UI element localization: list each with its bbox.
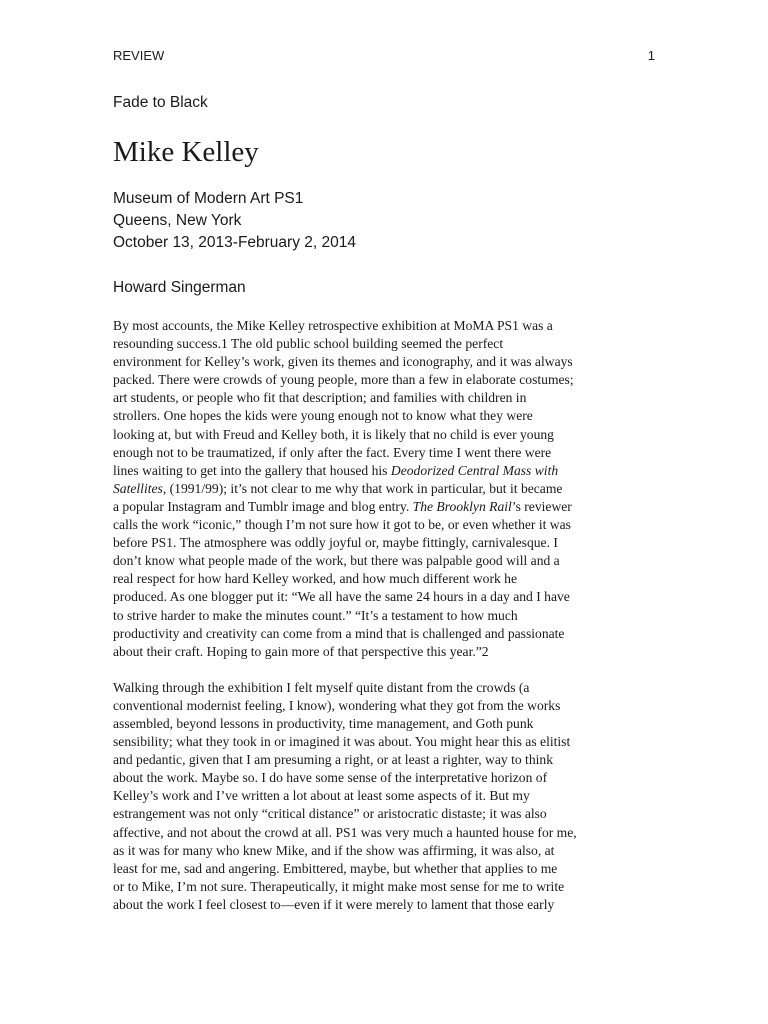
paragraph-line xyxy=(113,787,655,805)
paragraph-line xyxy=(113,769,655,787)
paragraph-line xyxy=(113,534,655,552)
body-text-segment: and pedantic, given that I am presuming a right, or at least a righter, way to think xyxy=(113,752,553,768)
body-text-segment: Walking through the exhibition I felt myself quite distant from the crowds (a xyxy=(113,679,530,695)
venue-location: Queens, New York xyxy=(113,212,242,229)
paragraph-line xyxy=(113,625,655,643)
page-number: 1 xyxy=(647,48,655,63)
body-text-segment: ’s reviewer xyxy=(511,498,572,514)
body-text-segment: assembled, beyond lessons in productivity, time management, and Goth punk xyxy=(113,715,534,731)
body-text-segment: affective, and not about the crowd at all. PS1 was very much a haunted house for me, xyxy=(113,824,577,840)
document-page xyxy=(113,0,655,1024)
paragraph-line xyxy=(113,462,655,480)
paragraph-line xyxy=(113,643,655,661)
body-text-segment: before PS1. The atmosphere was oddly joyful or, maybe fittingly, carnivalesque. I xyxy=(113,535,558,551)
body-text-segment: art students, or people who fit that description; and families with children in xyxy=(113,390,527,406)
body-text-segment: conventional modernist feeling, I know), wondering what they got from the works xyxy=(113,697,561,713)
body-text-segment: about the work. Maybe so. I do have some sense of the interpretative horizon of xyxy=(113,770,548,786)
body-text-segment: Kelley’s work and I’ve written a lot about at least some aspects of it. But my xyxy=(113,788,530,804)
body-text-segment: sensibility; what they took in or imagined it was about. You might hear this as elitist xyxy=(113,734,571,750)
body-text-segment: calls the work “iconic,” though I’m not sure how it got to be, or even whether it was xyxy=(113,517,571,533)
paragraph-line xyxy=(113,552,655,570)
running-head-label: REVIEW xyxy=(113,48,165,63)
body-text-segment: productivity and creativity can come from a mind that is challenged and passionate xyxy=(113,625,565,641)
body-text-segment: estrangement was not only “critical distance” or aristocratic distaste; it was also xyxy=(113,806,547,822)
paragraph-line xyxy=(113,353,655,371)
paragraph-line xyxy=(113,444,655,462)
body-text-segment: packed. There were crowds of young people, more than a few in elaborate costumes; xyxy=(113,372,574,388)
article-author: Howard Singerman xyxy=(113,279,246,296)
body-text-segment: resounding success.1 The old public school building seemed the perfect xyxy=(113,336,504,352)
venue-dates: October 13, 2013-February 2, 2014 xyxy=(113,234,356,251)
venue-block xyxy=(113,188,356,254)
body-text-segment: (1991/99); it’s not clear to me why that work in particular, but it became xyxy=(166,480,563,496)
body-text-segment: a popular Instagram and Tumblr image and blog entry. xyxy=(113,498,413,514)
body-paragraph xyxy=(113,317,655,661)
body-text-segment: or to Mike, I’m not sure. Therapeutically, it might make most sense for me to write xyxy=(113,878,565,894)
venue-museum: Museum of Modern Art PS1 xyxy=(113,190,304,207)
paragraph-line xyxy=(113,715,655,733)
paragraph-line xyxy=(113,607,655,625)
paragraph-line xyxy=(113,588,655,606)
body-text-segment: strollers. One hopes the kids were young enough not to know what they were xyxy=(113,408,533,424)
paragraph-line xyxy=(113,679,655,697)
italic-title-text: Deodorized Central Mass with xyxy=(390,462,559,478)
italic-title-text: Satellites, xyxy=(113,480,167,496)
body-text-segment: real respect for how hard Kelley worked, and how much different work he xyxy=(113,571,518,587)
paragraph-line xyxy=(113,878,655,896)
body-text-segment: as it was for many who knew Mike, and if the show was affirming, it was also, at xyxy=(113,842,555,858)
body-text-segment: don’t know what people made of the work, but there was palpable good will and a xyxy=(113,553,560,569)
paragraph-line xyxy=(113,697,655,715)
body-paragraph xyxy=(113,679,655,914)
paragraph-line xyxy=(113,371,655,389)
running-header xyxy=(113,47,655,65)
paragraph-line xyxy=(113,516,655,534)
paragraph-line xyxy=(113,426,655,444)
body-text-segment: to strive harder to make the minutes count.” “It’s a testament to how much xyxy=(113,607,518,623)
paragraph-line xyxy=(113,842,655,860)
paragraph-line xyxy=(113,335,655,353)
paragraph-line xyxy=(113,389,655,407)
paragraph-line xyxy=(113,480,655,498)
article-kicker: Fade to Black xyxy=(113,94,208,111)
paragraph-line xyxy=(113,317,655,335)
article-body xyxy=(113,317,655,932)
body-text-segment: produced. As one blogger put it: “We all have the same 24 hours in a day and I have xyxy=(113,589,570,605)
paragraph-line xyxy=(113,860,655,878)
body-text-segment: lines waiting to get into the gallery that housed his xyxy=(113,462,391,478)
body-text-segment: least for me, sad and angering. Embittered, maybe, but whether that applies to me xyxy=(113,860,558,876)
paragraph-line xyxy=(113,896,655,914)
body-text-segment: about their craft. Hoping to gain more of that perspective this year.”2 xyxy=(113,643,489,659)
body-text-segment: By most accounts, the Mike Kelley retrospective exhibition at MoMA PS1 was a xyxy=(113,318,553,333)
paragraph-line xyxy=(113,805,655,823)
paragraph-line xyxy=(113,407,655,425)
italic-title-text: The Brooklyn Rail xyxy=(412,498,512,514)
paragraph-line xyxy=(113,498,655,516)
body-text-segment: enough not to be traumatized, if only after the fact. Every time I went there were xyxy=(113,444,552,460)
paragraph-line xyxy=(113,751,655,769)
article-title: Mike Kelley xyxy=(113,136,259,168)
body-text-segment: environment for Kelley’s work, given its themes and iconography, and it was always xyxy=(113,354,573,370)
paragraph-line xyxy=(113,570,655,588)
paragraph-line xyxy=(113,824,655,842)
body-text-segment: about the work I feel closest to—even if it were merely to lament that those early xyxy=(113,896,555,912)
paragraph-line xyxy=(113,733,655,751)
body-text-segment: looking at, but with Freud and Kelley both, it is likely that no child is ever young xyxy=(113,426,554,442)
